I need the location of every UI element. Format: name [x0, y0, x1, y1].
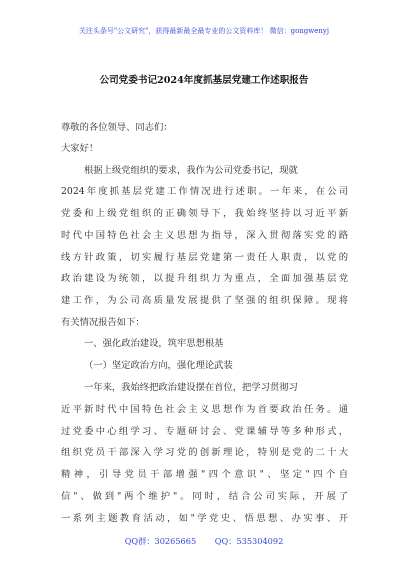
paragraph-line: 组织党员干部深入学习党的创新理论，特别是党的二十大 [61, 447, 348, 458]
paragraph-line: 精神，引导党员干部增强"四个意识"、坚定"四个自 [61, 469, 348, 480]
paragraph-line: 2024年度抓基层党建工作情况进行述职。一年来，在公司 [61, 186, 348, 197]
promo-banner[interactable]: 关注头条号"公文研究"，获得最新最全最专业的公文资料库！ 微信：gongwenyj [78, 27, 330, 35]
paragraph-line: 时代中国特色社会主义思想为指导，深入贯彻落实党的路 [61, 230, 348, 241]
paragraph-line: 有关情况报告如下： [61, 317, 145, 328]
paragraph-line: 政治建设为统领，以提升组织力为重点，全面加强基层党 [61, 273, 348, 284]
paragraph-line: 一系列主题教育活动，如"学党史、悟思想、办实事、开 [61, 513, 348, 524]
paragraph-line: 根据上级党组织的要求，我作为公司党委书记，现就 [84, 165, 298, 176]
document-title: 公司党委书记2024年度抓基层党建工作述职报告 [99, 75, 309, 86]
paragraph-line: 建工作，为公司高质量发展提供了坚强的组织保障。现将 [61, 295, 348, 306]
paragraph-line: 过党委中心组学习、专题研讨会、党课辅导等多种形式， [61, 426, 348, 437]
contact-footer [0, 536, 408, 547]
section-heading: 一、强化政治建设，筑牢思想根基 [84, 338, 224, 349]
subsection-heading: （一）坚定政治方向，强化理论武装 [84, 360, 233, 371]
paragraph-line: 近平新时代中国特色社会主义思想作为首要政治任务。通 [61, 404, 348, 415]
greeting: 大家好！ [61, 143, 99, 154]
paragraph-line: 党委和上级党组织的正确领导下，我始终坚持以习近平新 [61, 208, 348, 219]
salutation: 尊敬的各位领导、同志们： [61, 122, 173, 133]
paragraph-line: 信"、做到"两个维护"。同时，结合公司实际，开展了 [61, 491, 348, 502]
paragraph-line: 线方针政策，切实履行基层党建第一责任人职责，以党的 [61, 252, 348, 263]
qq-group-link[interactable]: QQ群：30265665 [124, 536, 197, 546]
qq-contact-link[interactable]: QQ：535304092 [214, 536, 284, 546]
paragraph-line: 一年来，我始终把政治建设摆在首位，把学习贯彻习 [84, 382, 298, 393]
